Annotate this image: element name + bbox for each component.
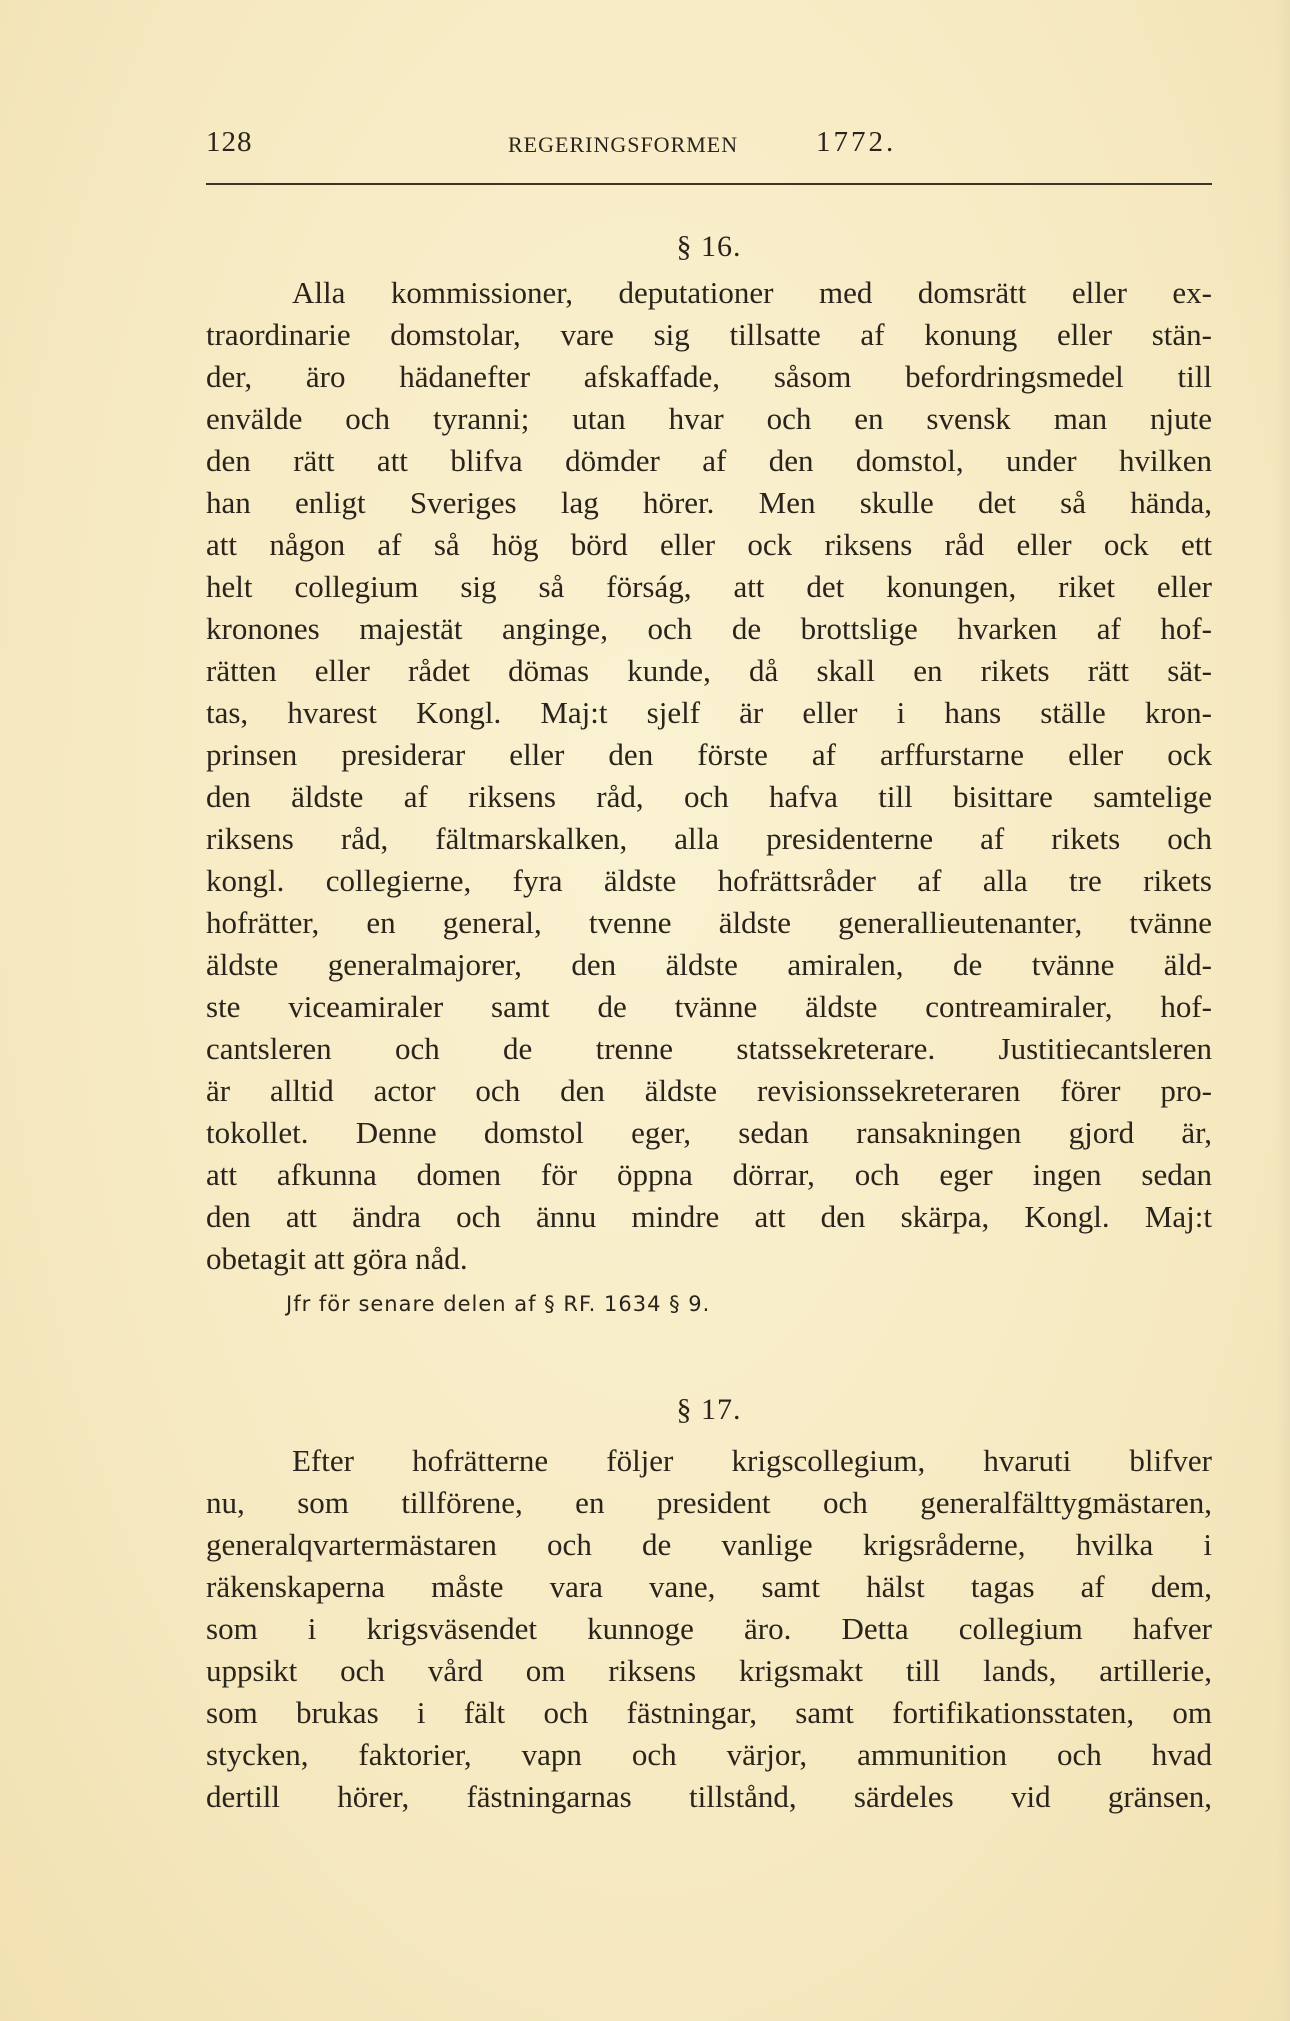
text-line: obetagit att göra nåd. bbox=[206, 1241, 468, 1276]
page-number: 128 bbox=[206, 126, 253, 158]
text-line: den rätt att blifva dömder af den domstol, under hvilken bbox=[206, 443, 1212, 478]
text-line: som brukas i fält och fästningar, samt fortifikationsstaten, om bbox=[206, 1695, 1212, 1730]
text-line: dertill hörer, fästningarnas tillstånd, särdeles vid gränsen, bbox=[206, 1779, 1212, 1814]
text-line: riksens råd, fältmarskalken, alla presidenterne af rikets och bbox=[206, 821, 1212, 856]
text-line: rätten eller rådet dömas kunde, då skall en rikets rätt sät- bbox=[206, 653, 1212, 688]
text-line: äldste generalmajorer, den äldste amiralen, de tvänne äld- bbox=[206, 947, 1212, 982]
text-line: cantsleren och de trenne statssekreterare. Justitiecantsleren bbox=[206, 1031, 1212, 1066]
section-17 bbox=[206, 1380, 1212, 1818]
section-16 bbox=[206, 222, 1212, 1328]
text-line: generalqvartermästaren och de vanlige krigsråderne, hvilka i bbox=[206, 1527, 1212, 1562]
text-line: prinsen presiderar eller den förste af arffurstarne eller ock bbox=[206, 737, 1212, 772]
text-line: helt collegium sig så förság, att det konungen, riket eller bbox=[206, 569, 1212, 604]
header-rule bbox=[206, 183, 1212, 185]
text-line: räkenskaperna måste vara vane, samt hälst tagas af dem, bbox=[206, 1569, 1212, 1604]
text-line: uppsikt och vård om riksens krigsmakt till lands, artillerie, bbox=[206, 1653, 1212, 1688]
text-line: tokollet. Denne domstol eger, sedan ransakningen gjord är, bbox=[206, 1115, 1212, 1150]
text-line: är alltid actor och den äldste revisionssekreteraren förer pro- bbox=[206, 1073, 1212, 1108]
section-body bbox=[206, 1440, 1212, 1818]
text-line: kronones majestät anginge, och de brottslige hvarken af hof- bbox=[206, 611, 1212, 646]
text-line: att afkunna domen för öppna dörrar, och eger ingen sedan bbox=[206, 1157, 1212, 1192]
text-line: kongl. collegierne, fyra äldste hofrättsråder af alla tre rikets bbox=[206, 863, 1212, 898]
running-title: REGERINGSFORMEN bbox=[508, 132, 739, 157]
text-line: han enligt Sveriges lag hörer. Men skulle det så hända, bbox=[206, 485, 1212, 520]
page-edge-shadow bbox=[1276, 0, 1290, 2021]
text-line: Efter hofrätterne följer krigscollegium, hvaruti blifver bbox=[292, 1443, 1212, 1478]
text-line: tas, hvarest Kongl. Maj:t sjelf är eller i hans ställe kron- bbox=[206, 695, 1212, 730]
running-title-year: 1772. bbox=[816, 126, 897, 158]
cross-reference-note: Jfr för senare delen af § RF. 1634 § 9. bbox=[286, 1292, 711, 1316]
text-line: den äldste af riksens råd, och hafva till bisittare samtelige bbox=[206, 779, 1212, 814]
text-line: hofrätter, en general, tvenne äldste generallieutenanter, tvänne bbox=[206, 905, 1212, 940]
text-line: den att ändra och ännu mindre att den skärpa, Kongl. Maj:t bbox=[206, 1199, 1212, 1234]
text-line: som i krigsväsendet kunnoge äro. Detta collegium hafver bbox=[206, 1611, 1212, 1646]
text-line: der, äro hädanefter afskaffade, såsom befordringsmedel till bbox=[206, 359, 1212, 394]
text-line: envälde och tyranni; utan hvar och en svensk man njute bbox=[206, 401, 1212, 436]
page-header bbox=[206, 126, 1212, 174]
section-body bbox=[206, 272, 1212, 1280]
text-line: ste viceamiraler samt de tvänne äldste contreamiraler, hof- bbox=[206, 989, 1212, 1024]
text-line: nu, som tillförene, en president och generalfälttygmästaren, bbox=[206, 1485, 1212, 1520]
text-line: stycken, faktorier, vapn och värjor, ammunition och hvad bbox=[206, 1737, 1212, 1772]
section-heading: § 17. bbox=[676, 1393, 742, 1426]
text-line: att någon af så hög börd eller ock riksens råd eller ock ett bbox=[206, 527, 1212, 562]
text-line: Alla kommissioner, deputationer med domsrätt eller ex- bbox=[292, 275, 1212, 310]
text-line: traordinarie domstolar, vare sig tillsatte af konung eller stän- bbox=[206, 317, 1212, 352]
section-heading: § 16. bbox=[676, 230, 742, 263]
